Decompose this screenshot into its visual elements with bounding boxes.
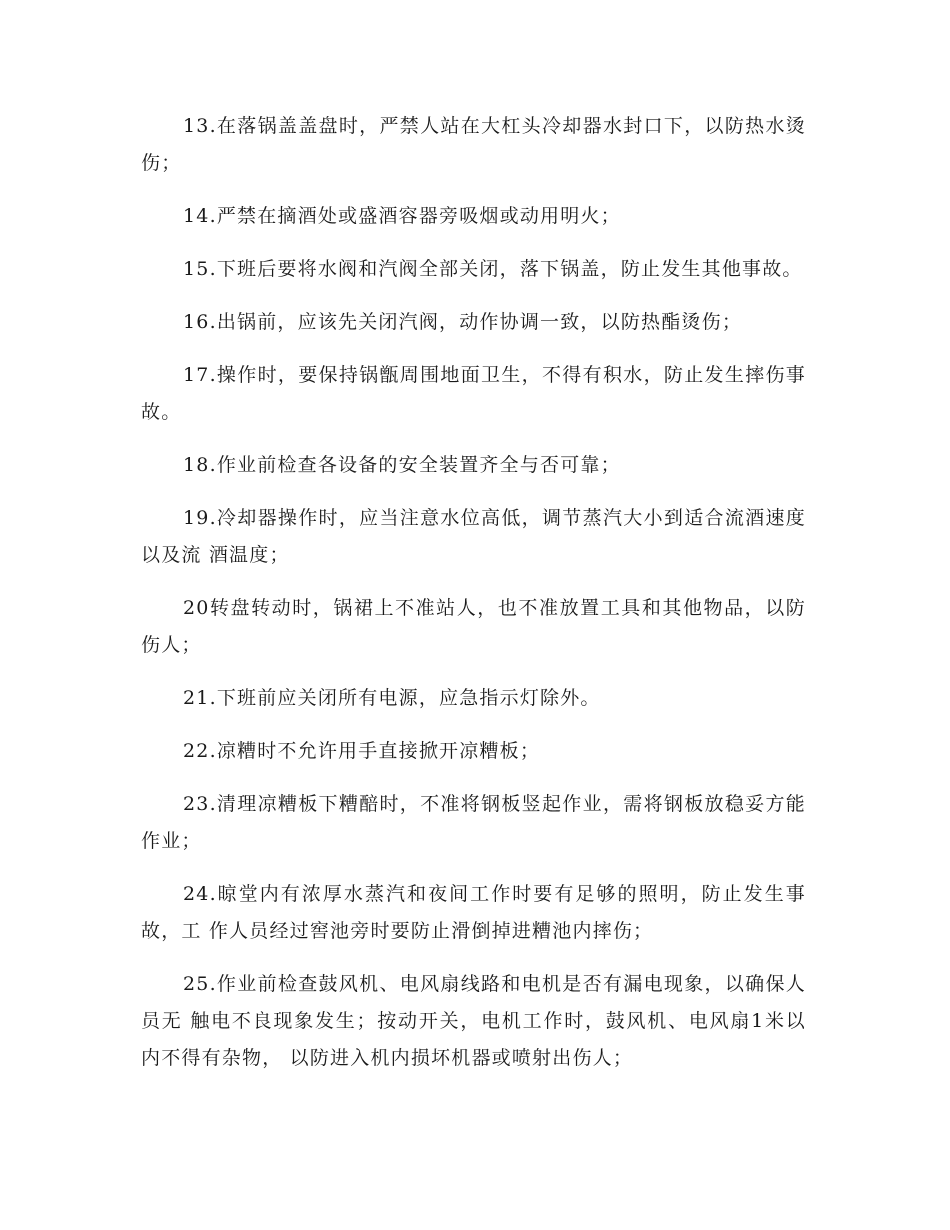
paragraph-16: 16.出锅前，应该先关闭汽阀，动作协调一致，以防热酯烫伤； [183, 311, 743, 333]
document-body [141, 108, 806, 1093]
paragraph-23: 23.清理凉糟板下糟醅时，不准将钢板竖起作业，需将钢板放稳妥方能作业； [141, 793, 806, 852]
paragraph-25: 25.作业前检查鼓风机、电风扇线路和电机是否有漏电现象，以确保人员无 触电不良现象发生；按动开关，电机工作时，鼓风机、电风扇1米以内不得有杂物， 以防进入机内损坏机器或喷射出伤人； [141, 973, 806, 1069]
paragraph-24: 24.晾堂内有浓厚水蒸汽和夜间工作时要有足够的照明，防止发生事故，工 作人员经过窖池旁时要防止滑倒掉进糟池内摔伤； [141, 883, 806, 942]
paragraph-13: 13.在落锅盖盖盘时，严禁人站在大杠头冷却器水封口下，以防热水烫伤； [141, 115, 806, 174]
paragraph-21: 21.下班前应关闭所有电源，应急指示灯除外。 [183, 687, 601, 709]
paragraph-20: 20转盘转动时，锅裙上不准站人，也不准放置工具和其他物品，以防伤人； [141, 597, 806, 656]
paragraph-17: 17.操作时，要保持锅甑周围地面卫生，不得有积水，防止发生摔伤事故。 [141, 364, 806, 423]
paragraph-19: 19.冷却器操作时，应当注意水位高低，调节蒸汽大小到适合流酒速度以及流 酒温度； [141, 507, 806, 566]
paragraph-22: 22.凉糟时不允许用手直接掀开凉糟板； [183, 740, 541, 762]
paragraph-18: 18.作业前检查各设备的安全装置齐全与否可靠； [183, 454, 621, 476]
paragraph-14: 14.严禁在摘酒处或盛酒容器旁吸烟或动用明火； [183, 205, 621, 227]
paragraph-15: 15.下班后要将水阀和汽阀全部关闭，落下锅盖，防止发生其他事故。 [183, 258, 803, 280]
